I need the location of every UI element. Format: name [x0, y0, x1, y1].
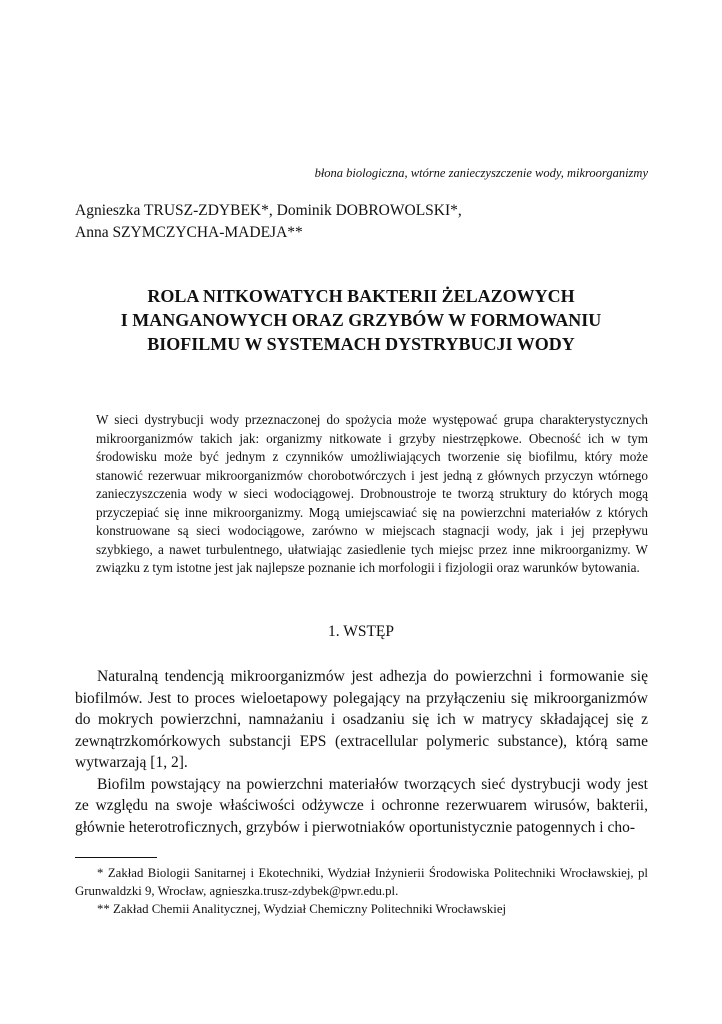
paper-title	[60, 284, 662, 356]
abstract: W sieci dystrybucji wody przeznaczonej do spożycia może występować grupa charakterystycznych mikroorganizmów takich jak: organizmy nitkowate i grzyby niestrzępkowe. Obecność ich w tym środowisku może być jednym z czynników umożliwiających tworzenie się biofilmu, który może stanowić rezerwuar mikroorganizmów chorobotwórczych i jest jedną z głównych przyczyn wtórnego zanieczyszczenia wody w sieci wodociągowej. Drobnoustroje te tworzą struktury do których mogą przyczepiać się inne mikroorganizmy. Mogą umiejscawiać się na powierzchni materiałów z których konstruowane są sieci wodociągowe, zarówno w miejscach stagnacji wody, jak i jej przepływu szybkiego, a nawet turbulentnego, ułatwiając zasiedlenie tych miejsc przez inne mikroorganizmy. W związku z tym istotne jest jak najlepsze poznanie ich morfologii i fizjologii oraz warunków bytowania.	[96, 412, 648, 575]
authors-line-2: Anna SZYMCZYCHA-MADEJA**	[75, 224, 303, 241]
title-line-3: BIOFILMU W SYSTEMACH DYSTRYBUCJI WODY	[147, 334, 575, 354]
authors	[75, 200, 462, 244]
section-heading: 1. WSTĘP	[327, 623, 395, 640]
footnotes	[75, 864, 648, 918]
footnote-2: ** Zakład Chemii Analitycznej, Wydział Chemiczny Politechniki Wrocławskiej	[97, 902, 507, 916]
paragraph-2: Biofilm powstający na powierzchni materiałów tworzących sieć dystrybucji wody jest ze względu na swoje właściwości odżywcze i ochronne rezerwuarem wirusów, bakterii, głównie heterotroficznych, grzybów i pierwotniaków oportunistycznie patogennych i cho-	[75, 775, 648, 836]
footnote-divider	[75, 857, 157, 858]
body-text	[75, 666, 648, 838]
title-line-1: ROLA NITKOWATYCH BAKTERII ŻELAZOWYCH	[147, 286, 575, 306]
paragraph-1: Naturalną tendencją mikroorganizmów jest adhezja do powierzchni i formowanie się biofilmów. Jest to proces wieloetapowy polegający na przyłączeniu się mikroorganizmów do mokrych powierzchni, namnażaniu i osadzaniu się ich w matrycy składającej się z zewnątrzkomórkowych substancji EPS (extracellular polymeric substance), którą same wytwarzają [1, 2].	[75, 668, 648, 771]
footnote-1: * Zakład Biologii Sanitarnej i Ekotechniki, Wydział Inżynierii Środowiska Politechniki Wrocławskiej, pl Grunwaldzki 9, Wrocław, agnieszka.trusz-zdybek@pwr.edu.pl.	[75, 866, 648, 898]
keywords: błona biologiczna, wtórne zanieczyszczenie wody, mikroorganizmy	[314, 166, 648, 180]
authors-line-1: Agnieszka TRUSZ-ZDYBEK*, Dominik DOBROWOLSKI*,	[75, 202, 462, 219]
title-line-2: I MANGANOWYCH ORAZ GRZYBÓW W FORMOWANIU	[120, 310, 602, 330]
